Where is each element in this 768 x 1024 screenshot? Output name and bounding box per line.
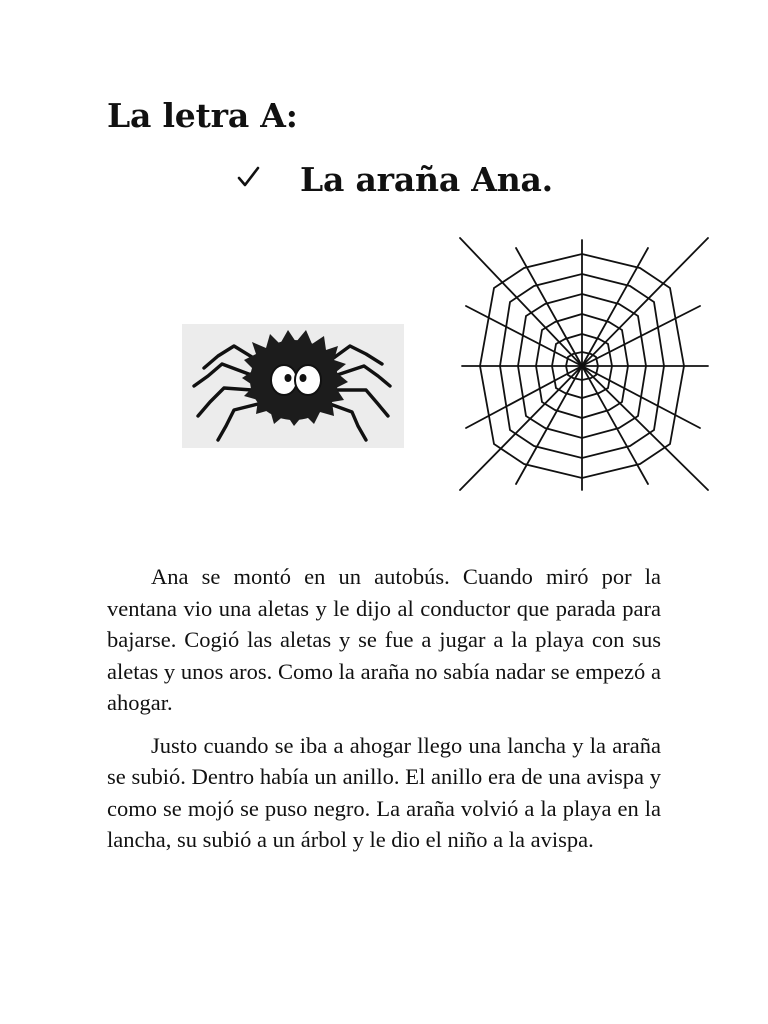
check-icon [236, 165, 260, 189]
story-paragraph-1: Ana se montó en un autobús. Cuando miró por la ventana vio una aletas y le dijo al conductor que parada para bajarse. Cogió las aletas y se fue a jugar a la playa con sus aletas y unos aros. Como la araña no sabía nadar se empezó a ahogar. [107, 564, 661, 715]
spider-web-image [458, 236, 710, 492]
page-title: La letra A: [107, 96, 298, 135]
story-paragraph-2: Justo cuando se iba a ahogar llego una lancha y la araña se subió. Dentro había un anillo. El anillo era de una avispa y como se mojó se puso negro. La araña volvió a la playa en la lancha, su subió a un árbol y le dio el niño a la avispa. [107, 732, 661, 852]
subtitle: La araña Ana. [300, 160, 553, 199]
subtitle-row [236, 160, 553, 199]
story-text [107, 561, 661, 867]
spider-image [182, 324, 404, 448]
